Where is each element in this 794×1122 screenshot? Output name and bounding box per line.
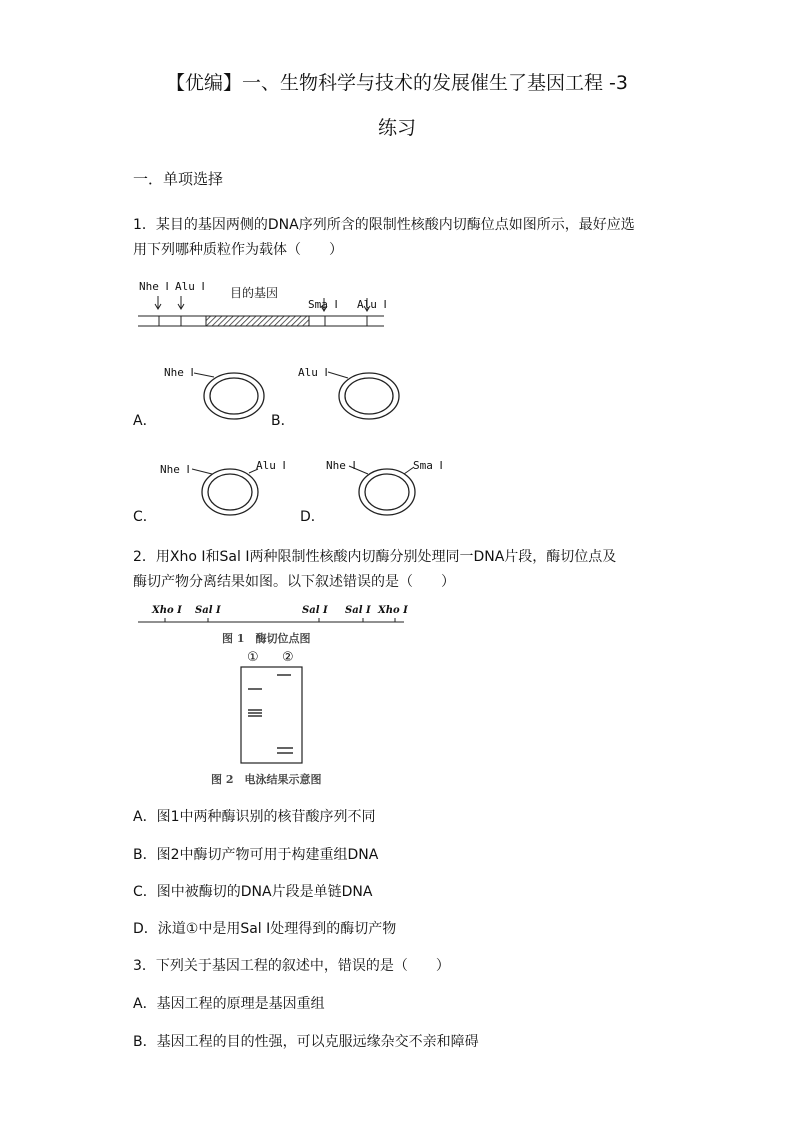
- q2-stem-line1: 2．用Xho Ⅰ和Sal Ⅰ两种限制性核酸内切酶分别处理同一DNA片段，酶切位点及: [133, 549, 617, 565]
- plasmid-b: [328, 372, 399, 419]
- q2-option-d[interactable]: D．泳道①中是用Sal Ⅰ处理得到的酶切产物: [133, 921, 397, 937]
- sma-arrow-icon: [321, 298, 327, 311]
- q3-stem: 3．下列关于基因工程的叙述中，错误的是（ ）: [133, 958, 450, 974]
- plasmid-c-site2-label: Alu Ⅰ: [256, 459, 286, 472]
- q2-option-b[interactable]: B．图2中酶切产物可用于构建重组DNA: [133, 847, 379, 863]
- alu2-arrow-icon: [364, 298, 370, 311]
- option-b-letter[interactable]: B．: [271, 413, 295, 429]
- q2-option-a[interactable]: A．图1中两种酶识别的核苷酸序列不同: [133, 809, 376, 825]
- fig1-site-label-5: Xho Ⅰ: [378, 605, 408, 616]
- gel-lane1-label: ①: [247, 650, 259, 665]
- plasmid-b-site-label: Alu Ⅰ: [298, 366, 328, 379]
- lane1-bands: [248, 689, 262, 716]
- plasmid-d: [349, 466, 415, 515]
- fig1-site-label-2: Sal Ⅰ: [195, 605, 221, 616]
- alu-arrow-icon: [178, 296, 184, 309]
- plasmid-c: [192, 469, 258, 515]
- q1-fig-alu2-label: Alu Ⅰ: [357, 298, 387, 311]
- option-c-letter[interactable]: C．: [133, 509, 157, 525]
- page-title: 【优编】一、生物科学与技术的发展催生了基因工程 -3: [166, 72, 628, 94]
- plasmid-d-site1-label: Nhe Ⅰ: [326, 459, 356, 472]
- nhe-arrow-icon: [155, 296, 161, 309]
- target-gene-region: [206, 316, 309, 326]
- q1-stem-line1: 1．某目的基因两侧的DNA序列所含的限制性核酸内切酶位点如图所示，最好应选: [133, 217, 635, 233]
- q3-option-a[interactable]: A．基因工程的原理是基因重组: [133, 996, 325, 1012]
- fig2-caption: 图 2 电泳结果示意图: [211, 773, 322, 786]
- q2-option-c[interactable]: C．图中被酶切的DNA片段是单链DNA: [133, 884, 373, 900]
- page-title-line2: 练习: [377, 117, 416, 139]
- q3-option-b[interactable]: B．基因工程的目的性强，可以克服远缘杂交不亲和障碍: [133, 1034, 479, 1050]
- q1-stem-line2: 用下列哪种质粒作为载体（ ）: [133, 242, 343, 258]
- q1-fig-sma-label: Sma Ⅰ: [308, 298, 338, 311]
- q1-fig-gene-label: 目的基因: [230, 286, 279, 300]
- fig1-caption: 图 1 酶切位点图: [222, 632, 311, 645]
- option-a-letter[interactable]: A．: [133, 413, 157, 429]
- plasmid-a-site-label: Nhe Ⅰ: [164, 366, 194, 379]
- plasmid-c-site1-label: Nhe Ⅰ: [160, 463, 190, 476]
- fig1-site-label-1: Xho Ⅰ: [152, 605, 182, 616]
- fig1-site-label-4: Sal Ⅰ: [345, 605, 371, 616]
- plasmid-d-site2-label: Sma Ⅰ: [413, 459, 443, 472]
- q1-fig-alu-label: Alu Ⅰ: [175, 280, 205, 293]
- plasmid-a: [194, 373, 264, 419]
- q2-stem-line2: 酶切产物分离结果如图。以下叙述错误的是（ ）: [133, 574, 455, 590]
- fig1-site-label-3: Sal Ⅰ: [302, 605, 328, 616]
- gel-lane2-label: ②: [282, 650, 294, 665]
- option-d-letter[interactable]: D．: [300, 509, 325, 525]
- section-heading: 一．单项选择: [133, 170, 224, 188]
- lane2-bands: [277, 675, 293, 753]
- q1-fig-nhe-label: Nhe Ⅰ: [139, 280, 169, 293]
